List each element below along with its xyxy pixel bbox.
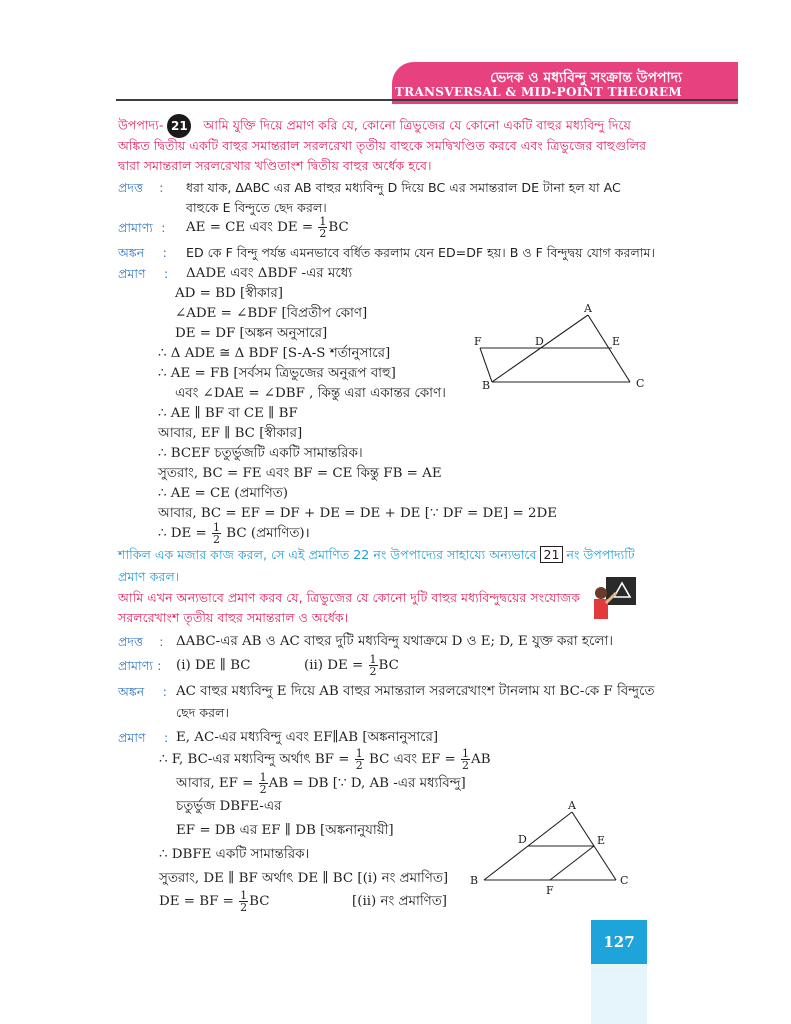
to-prove-label: প্রামাণ্য [118, 220, 153, 235]
shakil-text-b: নং উপপাদ্যটি [566, 547, 635, 562]
given-colon: : [159, 180, 164, 195]
point-label-e: E [612, 335, 621, 348]
point-label-a: A [568, 800, 576, 812]
chapter-title-bengali: ভেদক ও মধ্যবিন্দু সংক্রান্ত উপপাদ্য [490, 70, 682, 86]
to-prove-colon: : [161, 220, 166, 235]
to-prove2-ii [304, 654, 399, 677]
given-label: প্রদত্ত [118, 634, 144, 649]
to-prove2-ii-b: BC [378, 658, 399, 673]
theorem-line-3: দ্বারা সমান্তরাল সরলরেখার খণ্ডিতাংশ দ্বিতীয় বাহুর অর্ধেক হবে। [118, 158, 432, 173]
theorem-line-2: অঙ্কিত দ্বিতীয় একটি বাহুর সমান্তরাল সরলরেখা তৃতীয় বাহুকে সমদ্বিখণ্ডিত করবে এবং ত্রিভুজের বাহুগুলির [118, 138, 647, 153]
proof-label: প্রমাণ [118, 266, 146, 281]
proof1-step-10: ∴ BCEF চতুর্ভুজটি একটি সামান্তরিক। [158, 446, 363, 461]
given-label-row [118, 179, 164, 198]
half-fraction: $\frac{1}{2}$ [213, 521, 221, 546]
given-text-1: ধরা যাক, ΔABC এর AB বাহুর মধ্যবিন্দু D দিয়ে BC এর সমান্তরাল DE টানা হল যা AC [186, 180, 621, 195]
proof1-step-8: ∴ AE ∥ BF বা CE ∥ BF [158, 406, 298, 421]
theorem-line-1: আমি যুক্তি দিয়ে প্রমাণ করি যে, কোনো ত্রিভুজের যে কোনো একটি বাহুর মধ্যবিন্দু দিয়ে [203, 117, 631, 133]
to-prove2-i: (i) DE ∥ BC [176, 658, 251, 673]
construction-colon: : [162, 684, 167, 699]
point-label-c: C [620, 874, 629, 887]
proof2-step-3 [176, 772, 466, 795]
proof2-step-5: EF = DB এর EF ∥ DB [অঙ্কনানুযায়ী] [176, 823, 394, 838]
construction-label: অঙ্কন [118, 245, 145, 260]
chapter-title-english: TRANSVERSAL & MID-POINT THEOREM [394, 85, 682, 99]
shakil-paragraph-line-1 [118, 546, 635, 564]
proof2-step-8-b: BC [249, 894, 270, 909]
to-prove-text [186, 216, 349, 239]
proof2-step-2 [159, 748, 491, 771]
proof2-step-8 [159, 890, 269, 913]
theorem-number-badge: 21 [167, 114, 191, 138]
proof-colon: : [163, 730, 169, 745]
proof2-step-8-a: DE = BF = [159, 894, 234, 909]
given2-label-row [118, 633, 164, 652]
proof1-step-7: এবং ∠DAE = ∠DBF , কিন্তু এরা একান্তর কোণ। [175, 386, 446, 401]
to-prove2-label-row [118, 657, 161, 676]
proof-label: প্রমাণ [118, 730, 146, 745]
half-fraction: $\frac{1}{2}$ [462, 747, 470, 772]
point-label-e: E [597, 834, 606, 847]
half-fraction: $\frac{1}{2}$ [240, 889, 248, 914]
proof1-step-14 [158, 522, 310, 545]
point-label-f: F [546, 884, 554, 897]
proof2-step-1: E, AC-এর মধ্যবিন্দু এবং EF∥AB [অঙ্কনানুসারে] [176, 730, 439, 745]
page-number-tab [591, 964, 647, 1024]
proof1-step-1: ΔADE এবং ΔBDF -এর মধ্যে [186, 266, 353, 281]
step14-part-a: ∴ DE = [158, 526, 207, 541]
proof1-step-3: ∠ADE = ∠BDF [বিপ্রতীপ কোণ] [175, 306, 368, 321]
given-label: প্রদত্ত [118, 180, 144, 195]
proof1-step-9: আবার, EF ∥ BC [স্বীকার] [158, 426, 303, 441]
proof2-step-2-b: BC এবং EF = [368, 752, 456, 767]
given-colon: : [159, 634, 164, 649]
to-prove-colon: : [157, 658, 162, 673]
to-prove-part-a: AE = CE এবং DE = [186, 220, 314, 235]
point-label-b: B [482, 379, 491, 392]
proof1-step-11: সুতরাং, BC = FE এবং BF = CE কিন্তু FB = AE [158, 466, 442, 481]
to-prove-label: প্রামাণ্য [118, 658, 153, 673]
construction2-label-row [118, 683, 167, 702]
proof1-step-5: ∴ Δ ADE ≅ Δ BDF [S-A-S শর্তানুসারে] [158, 346, 391, 361]
construction-text: ED কে F বিন্দু পর্যন্ত এমনভাবে বর্ধিত করলাম যেন ED=DF হয়। B ও F বিন্দুদ্বয় যোগ করলাম। [186, 245, 656, 260]
construction-label: অঙ্কন [118, 684, 145, 699]
construction-label-row [118, 244, 167, 263]
construction2-text-2: ছেদ করল। [176, 705, 229, 720]
proof-colon: : [163, 266, 169, 281]
shakil-text-a: শাকিল এক মজার কাজ করল, সে এই প্রমাণিত 22 নং উপপাদ্যের সাহায্যে অন্যভাবে [118, 547, 537, 562]
to-prove2-ii-a: (ii) DE = [304, 658, 364, 673]
point-label-d: D [518, 833, 527, 846]
to-prove-label-row [118, 219, 165, 238]
construction-colon: : [162, 245, 167, 260]
proof2-step-6: ∴ DBFE একটি সামান্তরিক। [159, 847, 310, 862]
proof2-step-3-a: আবার, EF = [176, 776, 254, 791]
proof2-step-8-note: [(ii) নং প্রমাণিত] [352, 894, 448, 909]
given2-text: ΔABC-এর AB ও AC বাহুর দুটি মধ্যবিন্দু যথাক্রমে D ও E; D, E যুক্ত করা হলো। [176, 634, 614, 649]
proof2-label-row [118, 729, 168, 748]
page-number: 127 [591, 920, 647, 964]
point-label-b: B [470, 874, 479, 887]
proof2-step-2-a: ∴ F, BC-এর মধ্যবিন্দু অর্থাৎ BF = [159, 752, 350, 767]
header-rule [116, 99, 738, 101]
proof1-step-4: DE = DF [অঙ্কন অনুসারে] [175, 326, 328, 341]
proof2-step-2-c: AB [471, 752, 491, 767]
teacher-blackboard-icon [592, 575, 638, 621]
half-fraction: $\frac{1}{2}$ [369, 653, 377, 678]
given-text-2: বাহুকে E বিন্দুতে ছেদ করল। [186, 200, 327, 215]
half-fraction: $\frac{1}{2}$ [355, 747, 363, 772]
proof-label-row [118, 265, 168, 284]
proof2-step-4: চতুর্ভুজ DBFE-এর [176, 799, 282, 814]
construction2-text-1: AC বাহুর মধ্যবিন্দু E দিয়ে AB বাহুর সমান্তরাল সরলরেখাংশ টানলাম যা BC-কে F বিন্দুতে [176, 684, 655, 699]
to-prove-part-b: BC [328, 220, 349, 235]
proof1-step-12: ∴ AE = CE (প্রমাণিত) [158, 486, 288, 501]
alt-proof-intro-line-1: আমি এখন অন্যভাবে প্রমাণ করব যে, ত্রিভুজের যে কোনো দুটি বাহুর মধ্যবিন্দুদ্বয়ের সংযোজক [118, 590, 581, 605]
proof1-step-2: AD = BD [স্বীকার] [175, 286, 284, 301]
proof2-step-7: সুতরাং, DE ∥ BF অর্থাৎ DE ∥ BC [(i) নং প্রমাণিত] [159, 871, 449, 886]
point-label-f: F [474, 335, 482, 348]
theorem-statement-line-1 [118, 114, 631, 138]
proof1-step-6: ∴ AE = FB [সর্বসম ত্রিভুজের অনুরূপ বাহু] [158, 366, 396, 381]
chapter-header-band [392, 62, 738, 104]
point-label-c: C [636, 377, 645, 390]
half-fraction: $\frac{1}{2}$ [259, 771, 267, 796]
proof1-step-13: আবার, BC = EF = DF + DE = DE + DE [∵ DF = DE] = 2DE [158, 506, 557, 521]
theorem-label: উপপাদ্য- [118, 117, 164, 133]
step14-part-b: BC (প্রমাণিত)। [226, 526, 310, 541]
alt-proof-intro-line-2: সরলরেখাংশ তৃতীয় বাহুর সমান্তরাল ও অর্ধেক। [118, 610, 349, 625]
shakil-paragraph-line-2: প্রমাণ করল। [118, 569, 180, 584]
point-label-d: D [535, 335, 544, 348]
triangle-diagram-2 [462, 800, 637, 900]
triangle-diagram-1 [470, 300, 655, 395]
point-label-a: A [584, 302, 592, 315]
half-fraction: $\frac{1}{2}$ [319, 215, 327, 240]
theorem-ref-box: 21 [540, 546, 562, 563]
proof2-step-3-b: AB = DB [∵ D, AB -এর মধ্যবিন্দু] [268, 776, 466, 791]
